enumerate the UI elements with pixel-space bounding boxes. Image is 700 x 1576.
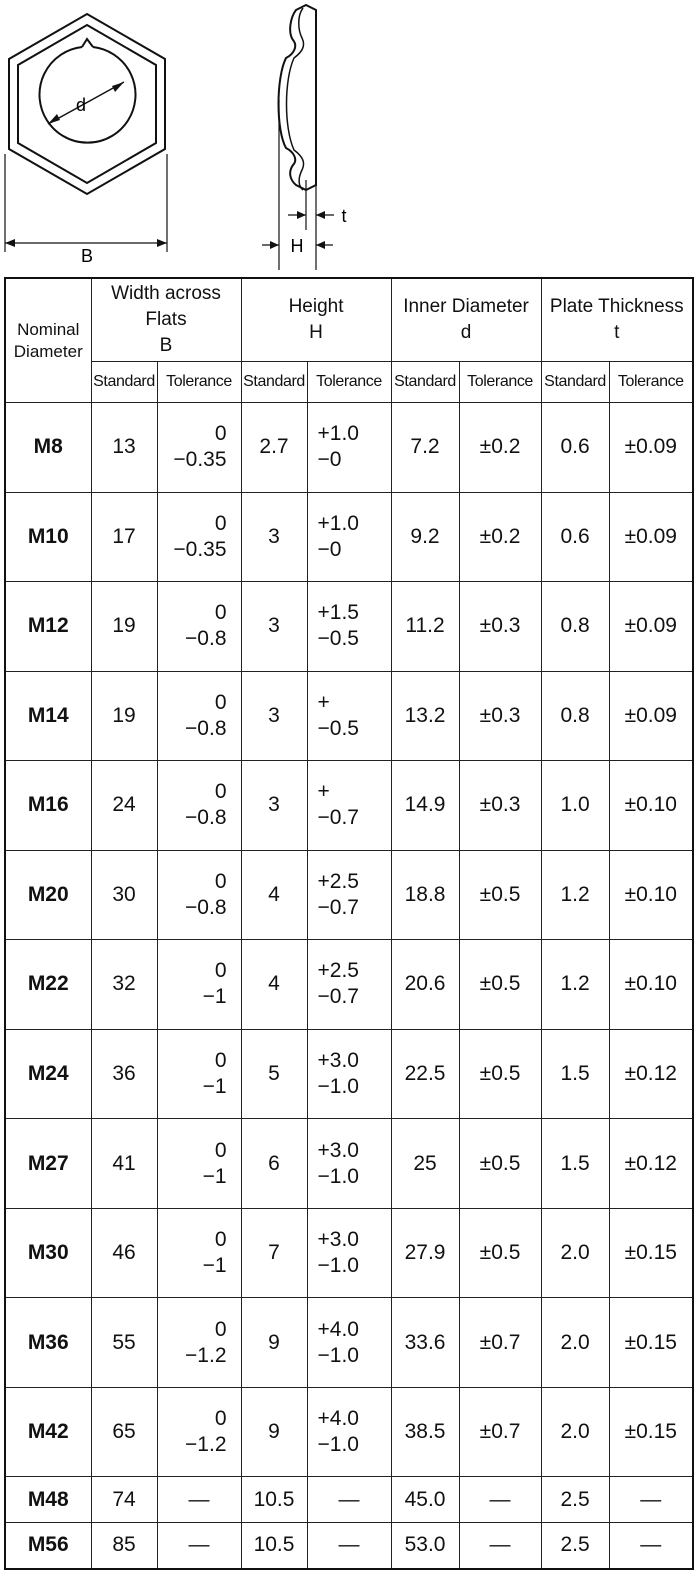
thickness-tolerance-cell: ±0.09 [609,403,693,493]
thickness-tolerance-cell: ±0.09 [609,671,693,761]
table-row [5,1298,693,1388]
inner-diameter-tolerance-cell: ±0.7 [459,1298,541,1388]
thickness-tolerance-cell: ±0.15 [609,1387,693,1477]
h-label: H [290,236,304,256]
inner-diameter-tolerance-cell: ±0.5 [459,940,541,1030]
height-tolerance-cell-line: +2.5 [317,869,359,893]
sub-header-standard: Standard [391,362,459,403]
height-tolerance-cell-line: −0 [317,537,342,561]
width-tolerance-cell-line: −1.2 [185,1343,227,1367]
height-tolerance-cell [307,671,391,761]
table-row [5,940,693,1030]
width-standard-cell: 36 [91,1029,157,1119]
height-tolerance-cell [307,1387,391,1477]
width-tolerance-cell [157,1477,241,1523]
thickness-tolerance-cell: — [609,1477,693,1523]
height-tolerance-cell-line: −0.7 [317,985,359,1009]
h-arrowhead-right [316,241,325,249]
width-tolerance-cell [157,671,241,761]
sub-header-standard: Standard [91,362,157,403]
height-standard-cell: 3 [241,492,307,582]
d-arrowhead-1 [48,114,60,124]
width-tolerance-cell [157,1119,241,1209]
height-tolerance-cell [307,940,391,1030]
thickness-tolerance-cell: ±0.10 [609,761,693,851]
height-tolerance-cell-line: +4.0 [317,1317,359,1341]
t-arrowhead-right [316,211,325,219]
inner-diameter-standard-cell: 45.0 [391,1477,459,1523]
nominal-header-line-1: Nominal [17,319,80,339]
b-arrowhead-right [157,239,167,247]
height-standard-cell: 10.5 [241,1522,307,1569]
height-tolerance-cell [307,582,391,672]
inner-diameter-standard-cell: 20.6 [391,940,459,1030]
height-tolerance-cell-line: −0 [317,448,342,472]
thickness-standard-cell: 0.8 [541,582,609,672]
inner-diameter-tolerance-cell: ±0.7 [459,1387,541,1477]
thickness-standard-cell: 2.0 [541,1208,609,1298]
width-across-flats-header [91,278,241,362]
height-tolerance-cell-line: — [338,1533,360,1557]
height-tolerance-cell [307,403,391,493]
thickness-tolerance-cell: ±0.09 [609,582,693,672]
group-symbol: t [614,322,620,343]
thickness-tolerance-cell: ±0.10 [609,850,693,940]
inner-diameter-tolerance-cell: ±0.3 [459,582,541,672]
table-row [5,1387,693,1477]
width-standard-cell: 13 [91,403,157,493]
inner-diameter-standard-cell: 25 [391,1119,459,1209]
nominal-diameter-cell: M12 [5,582,91,672]
width-tolerance-cell-line: −1 [202,985,227,1009]
sub-header-tolerance: Tolerance [307,362,391,403]
height-tolerance-cell-line: −0.5 [317,716,359,740]
nominal-diameter-cell: M22 [5,940,91,1030]
inner-diameter-standard-cell: 14.9 [391,761,459,851]
width-standard-cell: 85 [91,1522,157,1569]
group-symbol: B [159,335,173,356]
nominal-diameter-cell: M30 [5,1208,91,1298]
height-tolerance-cell-line: −0.5 [317,627,359,651]
thickness-standard-cell: 1.5 [541,1029,609,1119]
sub-header-tolerance: Tolerance [157,362,241,403]
width-tolerance-cell [157,1298,241,1388]
width-tolerance-cell-line: — [188,1533,210,1557]
inner-diameter-standard-cell: 27.9 [391,1208,459,1298]
width-tolerance-cell [157,1208,241,1298]
height-tolerance-cell [307,492,391,582]
washer-drawing [0,0,700,272]
inner-diameter-standard-cell: 13.2 [391,671,459,761]
nominal-diameter-cell: M48 [5,1477,91,1523]
inner-diameter-standard-cell: 33.6 [391,1298,459,1388]
width-standard-cell: 24 [91,761,157,851]
inner-diameter-standard-cell: 11.2 [391,582,459,672]
table-row [5,1119,693,1209]
nominal-diameter-cell: M16 [5,761,91,851]
width-tolerance-cell [157,850,241,940]
width-tolerance-cell [157,940,241,1030]
inner-diameter-standard-cell: 7.2 [391,403,459,493]
width-tolerance-cell-line: 0 [214,422,227,446]
group-symbol: H [309,322,323,343]
height-tolerance-cell [307,1522,391,1569]
nominal-diameter-cell: M20 [5,850,91,940]
nominal-diameter-header [5,278,91,403]
nominal-diameter-cell: M24 [5,1029,91,1119]
height-tolerance-cell [307,1298,391,1388]
height-standard-cell: 4 [241,940,307,1030]
height-tolerance-cell-line: −1.0 [317,1164,359,1188]
height-standard-cell: 9 [241,1387,307,1477]
width-tolerance-cell-line: −1 [202,1164,227,1188]
nominal-diameter-cell: M42 [5,1387,91,1477]
height-standard-cell: 9 [241,1298,307,1388]
height-tolerance-cell-line: + [317,780,330,804]
thickness-tolerance-cell: ±0.09 [609,492,693,582]
d-label: d [75,95,87,115]
inner-diameter-header [391,278,541,362]
height-standard-cell: 2.7 [241,403,307,493]
inner-diameter-tolerance-cell: — [459,1522,541,1569]
width-tolerance-cell-line: 0 [214,1138,227,1162]
height-standard-cell: 3 [241,761,307,851]
width-tolerance-cell [157,403,241,493]
h-arrowhead-left [270,241,279,249]
b-label: B [80,246,94,266]
table-row [5,1029,693,1119]
table-row [5,1208,693,1298]
table-row [5,492,693,582]
thickness-tolerance-cell: ±0.12 [609,1119,693,1209]
width-standard-cell: 55 [91,1298,157,1388]
inner-diameter-tolerance-cell: ±0.5 [459,850,541,940]
height-standard-cell: 6 [241,1119,307,1209]
height-tolerance-cell-line: +1.5 [317,601,359,625]
table-row [5,761,693,851]
width-tolerance-cell-line: 0 [214,780,227,804]
inner-diameter-tolerance-cell: ±0.3 [459,761,541,851]
group-title: Width across Flats [111,283,221,330]
width-tolerance-cell-line: 0 [214,511,227,535]
nominal-diameter-cell: M27 [5,1119,91,1209]
table-body [5,403,693,1570]
inner-diameter-tolerance-cell: ±0.3 [459,671,541,761]
nominal-diameter-cell: M14 [5,671,91,761]
inner-diameter-tolerance-cell: ±0.2 [459,403,541,493]
width-tolerance-cell-line: 0 [214,1048,227,1072]
height-tolerance-cell-line: −0.7 [317,806,359,830]
b-arrowhead-left [5,239,15,247]
width-tolerance-cell [157,761,241,851]
width-tolerance-cell-line: 0 [214,1228,227,1252]
height-tolerance-cell-line: +4.0 [317,1407,359,1431]
inner-diameter-tolerance-cell: ±0.2 [459,492,541,582]
width-tolerance-cell-line: 0 [214,959,227,983]
height-header [241,278,391,362]
width-tolerance-cell [157,492,241,582]
width-standard-cell: 74 [91,1477,157,1523]
d-arrowhead-2 [112,82,124,92]
nominal-diameter-cell: M56 [5,1522,91,1569]
height-tolerance-cell [307,1119,391,1209]
inner-diameter-tolerance-cell: ±0.5 [459,1208,541,1298]
nominal-diameter-cell: M10 [5,492,91,582]
height-tolerance-cell-line: +3.0 [317,1228,359,1252]
width-tolerance-cell-line: 0 [214,869,227,893]
height-tolerance-cell [307,761,391,851]
inner-diameter-standard-cell: 18.8 [391,850,459,940]
group-title: Inner Diameter [403,296,529,317]
height-tolerance-cell-line: −1.0 [317,1254,359,1278]
thickness-standard-cell: 2.0 [541,1387,609,1477]
width-standard-cell: 65 [91,1387,157,1477]
nominal-header-line-2: Diameter [13,341,83,361]
t-arrowhead-left [297,211,306,219]
width-tolerance-cell-line: −0.35 [173,537,227,561]
width-tolerance-cell-line: −1 [202,1074,227,1098]
table-row [5,1522,693,1569]
height-tolerance-cell-line: −1.0 [317,1343,359,1367]
t-label: t [341,206,347,226]
thickness-standard-cell: 2.0 [541,1298,609,1388]
height-tolerance-cell-line: +3.0 [317,1138,359,1162]
table-row [5,403,693,493]
thickness-tolerance-cell: ±0.15 [609,1208,693,1298]
height-tolerance-cell-line: −0.7 [317,895,359,919]
height-tolerance-cell [307,1477,391,1523]
width-tolerance-cell-line: −0.35 [173,448,227,472]
width-tolerance-cell-line: −0.8 [185,806,227,830]
width-tolerance-cell [157,582,241,672]
width-standard-cell: 46 [91,1208,157,1298]
height-standard-cell: 7 [241,1208,307,1298]
width-tolerance-cell-line: 0 [214,690,227,714]
sub-header-standard: Standard [241,362,307,403]
height-tolerance-cell-line: −1.0 [317,1074,359,1098]
nominal-diameter-cell: M8 [5,403,91,493]
thickness-tolerance-cell: ±0.12 [609,1029,693,1119]
table-row [5,671,693,761]
thickness-standard-cell: 0.6 [541,492,609,582]
height-standard-cell: 5 [241,1029,307,1119]
width-tolerance-cell-line: −0.8 [185,716,227,740]
table-row [5,582,693,672]
width-tolerance-cell-line: 0 [214,1317,227,1341]
plate-thickness-header [541,278,693,362]
height-tolerance-cell [307,1029,391,1119]
width-tolerance-cell-line: −0.8 [185,895,227,919]
height-tolerance-cell-line: −1.0 [317,1433,359,1457]
height-tolerance-cell-line: +2.5 [317,959,359,983]
width-tolerance-cell-line: −1 [202,1254,227,1278]
width-tolerance-cell [157,1029,241,1119]
table-row [5,850,693,940]
group-title: Height [288,296,344,317]
thickness-tolerance-cell: — [609,1522,693,1569]
thickness-standard-cell: 1.2 [541,850,609,940]
height-standard-cell: 3 [241,582,307,672]
height-tolerance-cell [307,1208,391,1298]
inner-diameter-tolerance-cell: ±0.5 [459,1029,541,1119]
hexagon-outline [9,14,165,194]
width-standard-cell: 17 [91,492,157,582]
sub-header-tolerance: Tolerance [609,362,693,403]
width-standard-cell: 19 [91,671,157,761]
thickness-standard-cell: 2.5 [541,1522,609,1569]
bore-circle [40,47,136,143]
dimension-table [4,277,694,1570]
thickness-standard-cell: 1.5 [541,1119,609,1209]
width-tolerance-cell-line: — [188,1487,210,1511]
width-tolerance-cell [157,1387,241,1477]
table-row [5,1477,693,1523]
height-standard-cell: 10.5 [241,1477,307,1523]
width-standard-cell: 41 [91,1119,157,1209]
thickness-standard-cell: 0.8 [541,671,609,761]
inner-diameter-tolerance-cell: — [459,1477,541,1523]
sub-header-standard: Standard [541,362,609,403]
height-standard-cell: 4 [241,850,307,940]
width-tolerance-cell-line: 0 [214,601,227,625]
width-standard-cell: 30 [91,850,157,940]
width-tolerance-cell-line: −0.8 [185,627,227,651]
thickness-standard-cell: 1.0 [541,761,609,851]
width-standard-cell: 19 [91,582,157,672]
inner-diameter-standard-cell: 9.2 [391,492,459,582]
thickness-standard-cell: 2.5 [541,1477,609,1523]
group-symbol: d [460,322,472,343]
height-tolerance-cell-line: — [338,1487,360,1511]
group-title: Plate Thickness [549,296,684,317]
height-tolerance-cell-line: +3.0 [317,1048,359,1072]
width-tolerance-cell-line: −1.2 [185,1433,227,1457]
thickness-tolerance-cell: ±0.15 [609,1298,693,1388]
height-standard-cell: 3 [241,671,307,761]
sub-header-tolerance: Tolerance [459,362,541,403]
height-tolerance-cell [307,850,391,940]
thickness-standard-cell: 1.2 [541,940,609,1030]
inner-diameter-standard-cell: 22.5 [391,1029,459,1119]
height-tolerance-cell-line: +1.0 [317,511,359,535]
inner-diameter-standard-cell: 38.5 [391,1387,459,1477]
bore-tab [82,39,93,47]
height-tolerance-cell-line: +1.0 [317,422,359,446]
width-tolerance-cell [157,1522,241,1569]
thickness-standard-cell: 0.6 [541,403,609,493]
width-tolerance-cell-line: 0 [214,1407,227,1431]
nominal-diameter-cell: M36 [5,1298,91,1388]
height-tolerance-cell-line: + [317,690,330,714]
width-standard-cell: 32 [91,940,157,1030]
side-profile [279,5,317,190]
inner-diameter-tolerance-cell: ±0.5 [459,1119,541,1209]
thickness-tolerance-cell: ±0.10 [609,940,693,1030]
inner-diameter-standard-cell: 53.0 [391,1522,459,1569]
